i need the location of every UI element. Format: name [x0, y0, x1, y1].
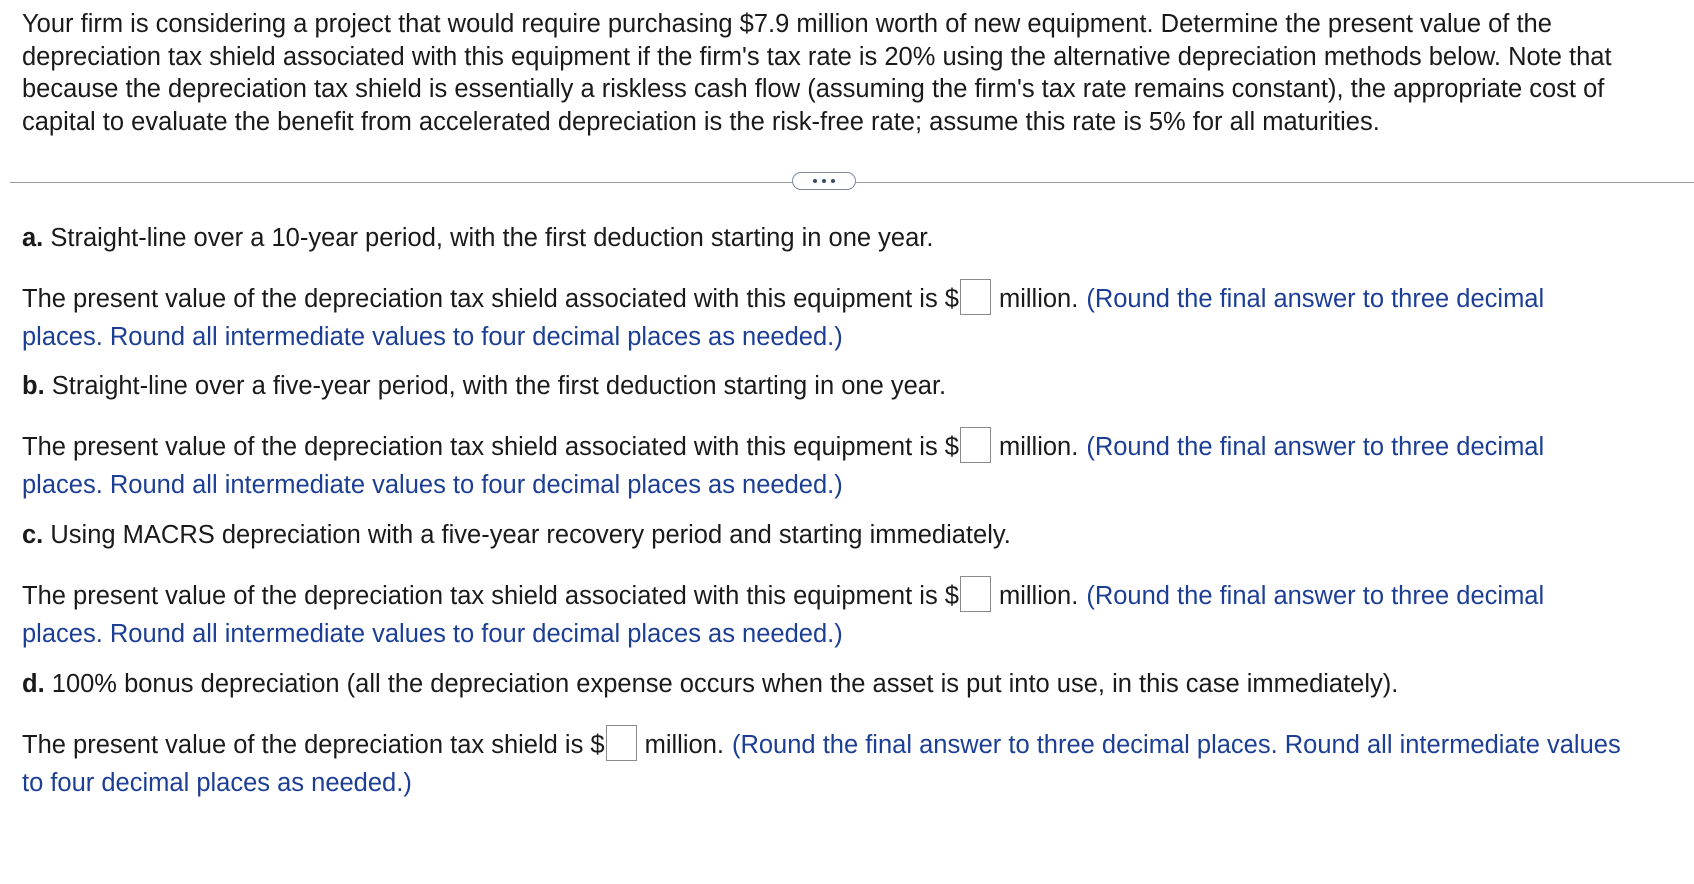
part-a-hint-line1: (Round the final answer to three decimal [1086, 285, 1545, 313]
part-c-answer-line1 [22, 577, 1544, 615]
part-d-heading-text: 100% bonus depreciation (all the depreciation expense occurs when the asset is put into use, in this case immediately). [51, 670, 1399, 698]
ellipsis-dot-icon [831, 179, 835, 183]
part-b-answer-line1 [22, 428, 1544, 466]
part-b-heading [22, 370, 946, 402]
part-a-answer [22, 280, 1544, 356]
part-b-heading-text: Straight-line over a five-year period, with the first deduction starting in one year. [51, 372, 947, 400]
part-d-letter: d. [22, 670, 45, 698]
expand-more-button[interactable] [792, 172, 856, 190]
part-b-answer-prefix: The present value of the depreciation tax shield associated with this equipment is $ [22, 433, 959, 461]
ellipsis-dot-icon [813, 179, 817, 183]
part-a-heading-text: Straight-line over a 10-year period, with the first deduction starting in one year. [50, 224, 934, 252]
part-a-hint-line2: places. Round all intermediate values to four decimal places as needed.) [22, 323, 843, 352]
part-b-answer-input[interactable] [960, 427, 991, 463]
part-b-answer [22, 428, 1544, 504]
part-a-letter: a. [22, 224, 44, 252]
part-d-answer-suffix: million. [644, 731, 724, 759]
part-c-answer-prefix: The present value of the depreciation tax shield associated with this equipment is $ [22, 582, 959, 610]
part-c-answer-input[interactable] [960, 576, 991, 612]
part-a-answer-prefix: The present value of the depreciation tax shield associated with this equipment is $ [22, 285, 959, 313]
part-c-hint-line1: (Round the final answer to three decimal [1086, 582, 1545, 610]
part-b-answer-suffix: million. [998, 433, 1079, 461]
part-d-answer [22, 726, 1621, 802]
part-a-answer-line1 [22, 280, 1544, 318]
section-divider [10, 172, 1694, 194]
problem-statement: Your firm is considering a project that would require purchasing $7.9 million worth of new equipment. Determine the present value of the depreciation tax shield associated with this equipment if the firm's tax rate is 20% using the alternative depreciation methods below. Note that because the depreciation tax shield is essentially a riskless cash flow (assuming the firm's tax rate remains constant), the appropriate cost of capital to evaluate the benefit from accelerated depreciation is the risk-free rate; assume this rate is 5% for all maturities. [22, 10, 1612, 136]
part-b-hint-line2: places. Round all intermediate values to four decimal places as needed.) [22, 471, 843, 500]
part-d-answer-prefix: The present value of the depreciation tax shield is $ [22, 731, 605, 759]
part-d-heading [22, 668, 1398, 700]
part-d-hint-line1: (Round the final answer to three decimal places. Round all intermediate values [731, 731, 1621, 759]
part-c-answer [22, 577, 1544, 653]
part-d-hint-line2: to four decimal places as needed.) [22, 769, 412, 798]
part-c-heading-text: Using MACRS depreciation with a five-year recovery period and starting immediately. [50, 521, 1011, 549]
part-c-heading [22, 519, 1011, 551]
part-c-answer-suffix: million. [998, 582, 1079, 610]
part-b-letter: b. [22, 372, 45, 400]
part-a-answer-input[interactable] [960, 279, 991, 315]
part-a-heading [22, 222, 933, 254]
ellipsis-dot-icon [822, 179, 826, 183]
part-d-answer-input[interactable] [606, 725, 637, 761]
part-b-hint-line1: (Round the final answer to three decimal [1086, 433, 1545, 461]
part-a-answer-suffix: million. [998, 285, 1079, 313]
part-c-hint-line2: places. Round all intermediate values to four decimal places as needed.) [22, 620, 843, 649]
part-c-letter: c. [22, 521, 44, 549]
part-d-answer-line1 [22, 726, 1621, 764]
